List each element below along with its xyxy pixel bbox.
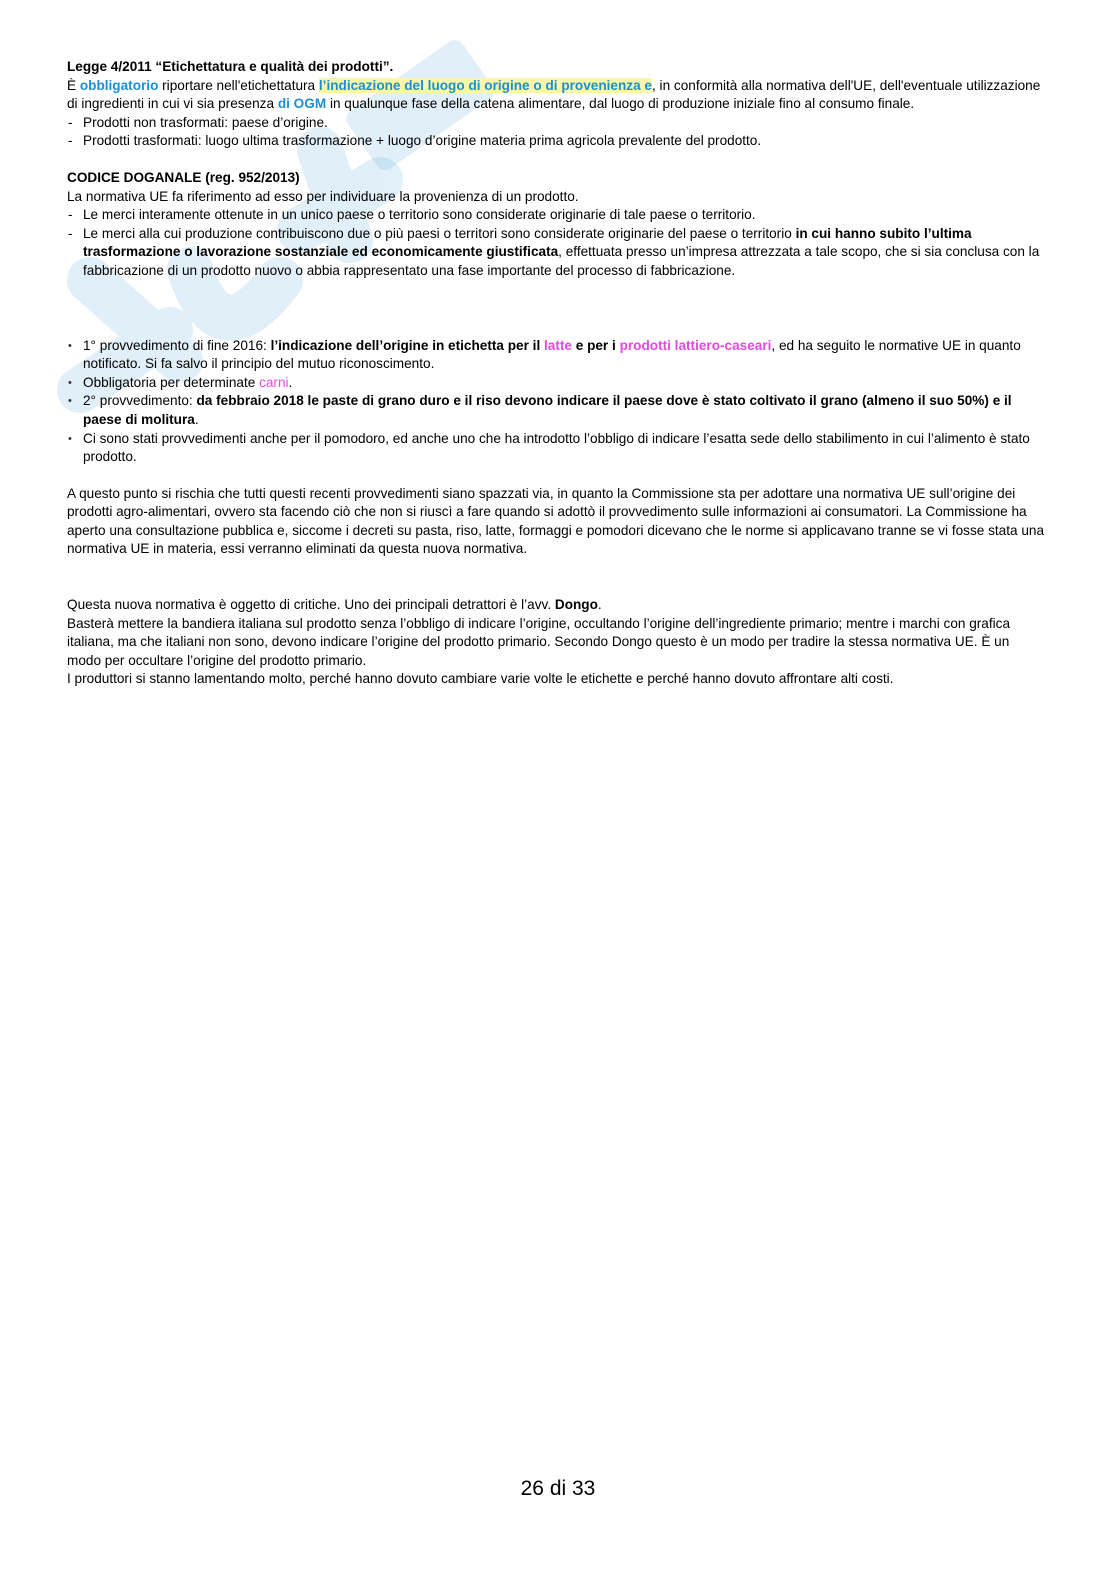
list-item: - Le merci interamente ottenute in un unico paese o territorio sono considerate originarie di tale paese o territorio. [67,206,1047,225]
paragraph-legge: È obbligatorio riportare nell'etichettatura l’indicazione del luogo di origine o di provenienza e, in conformità alla normativa dell'UE, dell'eventuale utilizzazione di ingredienti in cui vi sia presenza di OGM in qualunque fase della catena alimentare, dal luogo di produzione iniziale fino al consumo finale. [67,77,1041,112]
paragraph-produttori: I produttori si stanno lamentando molto, perché hanno dovuto cambiare varie volte le etichette e perché hanno dovuto affrontare alti costi. [67,671,894,687]
section-title-legge: Legge 4/2011 “Etichettatura e qualità dei prodotti”. [67,59,394,74]
list-item: - Prodotti non trasformati: paese d’origine. [67,114,1047,133]
list-codice [67,206,1047,280]
list-item: • 1° provvedimento di fine 2016: l’indicazione dell’origine in etichetta per il latte e per i prodotti lattiero-caseari, ed ha seguito le normative UE in quanto notificato. Si fa salvo il principio del mutuo riconoscimento. [67,337,1047,374]
section-title-codice: CODICE DOGANALE (reg. 952/2013) [67,169,300,185]
list-item: • Obbligatoria per determinate carni. [67,374,1047,393]
list-item: - Prodotti trasformati: luogo ultima trasformazione + luogo d’origine materia prima agricola prevalente del prodotto. [67,132,1047,151]
paragraph-commissione: A questo punto si rischia che tutti questi recenti provvedimenti siano spazzati via, in quanto la Commissione sta per adottare una normativa UE sull’origine dei prodotti agro-alimentari, ovvero sta facendo ciò che non si riuscì a fare quando si adottò il provvedimento sulle informazioni ai consumatori. La Commissione ha aperto una consultazione pubblica e, siccome i decreti su pasta, riso, latte, formaggi e pomodori dicevano che le norme si applicavano tranne se vi fosse stata una normativa UE in materia, essi verranno eliminati da questa nuova normativa. [67,485,1045,557]
page-number: 26 di 33 [520,1477,596,1500]
list-item: - Le merci alla cui produzione contribuiscono due o più paesi o territori sono considerate originarie del paese o territorio in cui hanno subito l’ultima trasformazione o lavorazione sostanziale ed economicamente giustificata, effettuata presso un’impresa attrezzata a tale scopo, che si sia conclusa con la fabbricazione di un prodotto nuovo o abbia rappresentato una fase importante del processo di fabbricazione. [67,225,1047,281]
page-content [67,58,1047,689]
paragraph-critiche: Questa nuova normativa è oggetto di critiche. Uno dei principali detrattori è l’avv. Dongo. [67,597,602,613]
paragraph-codice-intro: La normativa UE fa riferimento ad esso per individuare la provenienza di un prodotto. [67,188,579,204]
list-item: • Ci sono stati provvedimenti anche per il pomodoro, ed anche uno che ha introdotto l’obbligo di indicare l’esatta sede dello stabilimento in cui l’alimento è stato prodotto. [67,430,1047,467]
list-legge [67,114,1047,151]
paragraph-bandiera: Basterà mettere la bandiera italiana sul prodotto senza l’obbligo di indicare l’origine, occultando l’origine dell’ingrediente primario; mentre i marchi con grafica italiana, ma che italiani non sono, devono indicare l’origine del prodotto primario. Secondo Dongo questo è un modo per tradire la stessa normativa UE. È un modo per occultare l’origine del prodotto primario. [67,615,1011,668]
list-provvedimenti [67,337,1047,467]
list-item: • 2° provvedimento: da febbraio 2018 le paste di grano duro e il riso devono indicare il paese dove è stato coltivato il grano (almeno il suo 50%) e il paese di molitura. [67,392,1047,429]
